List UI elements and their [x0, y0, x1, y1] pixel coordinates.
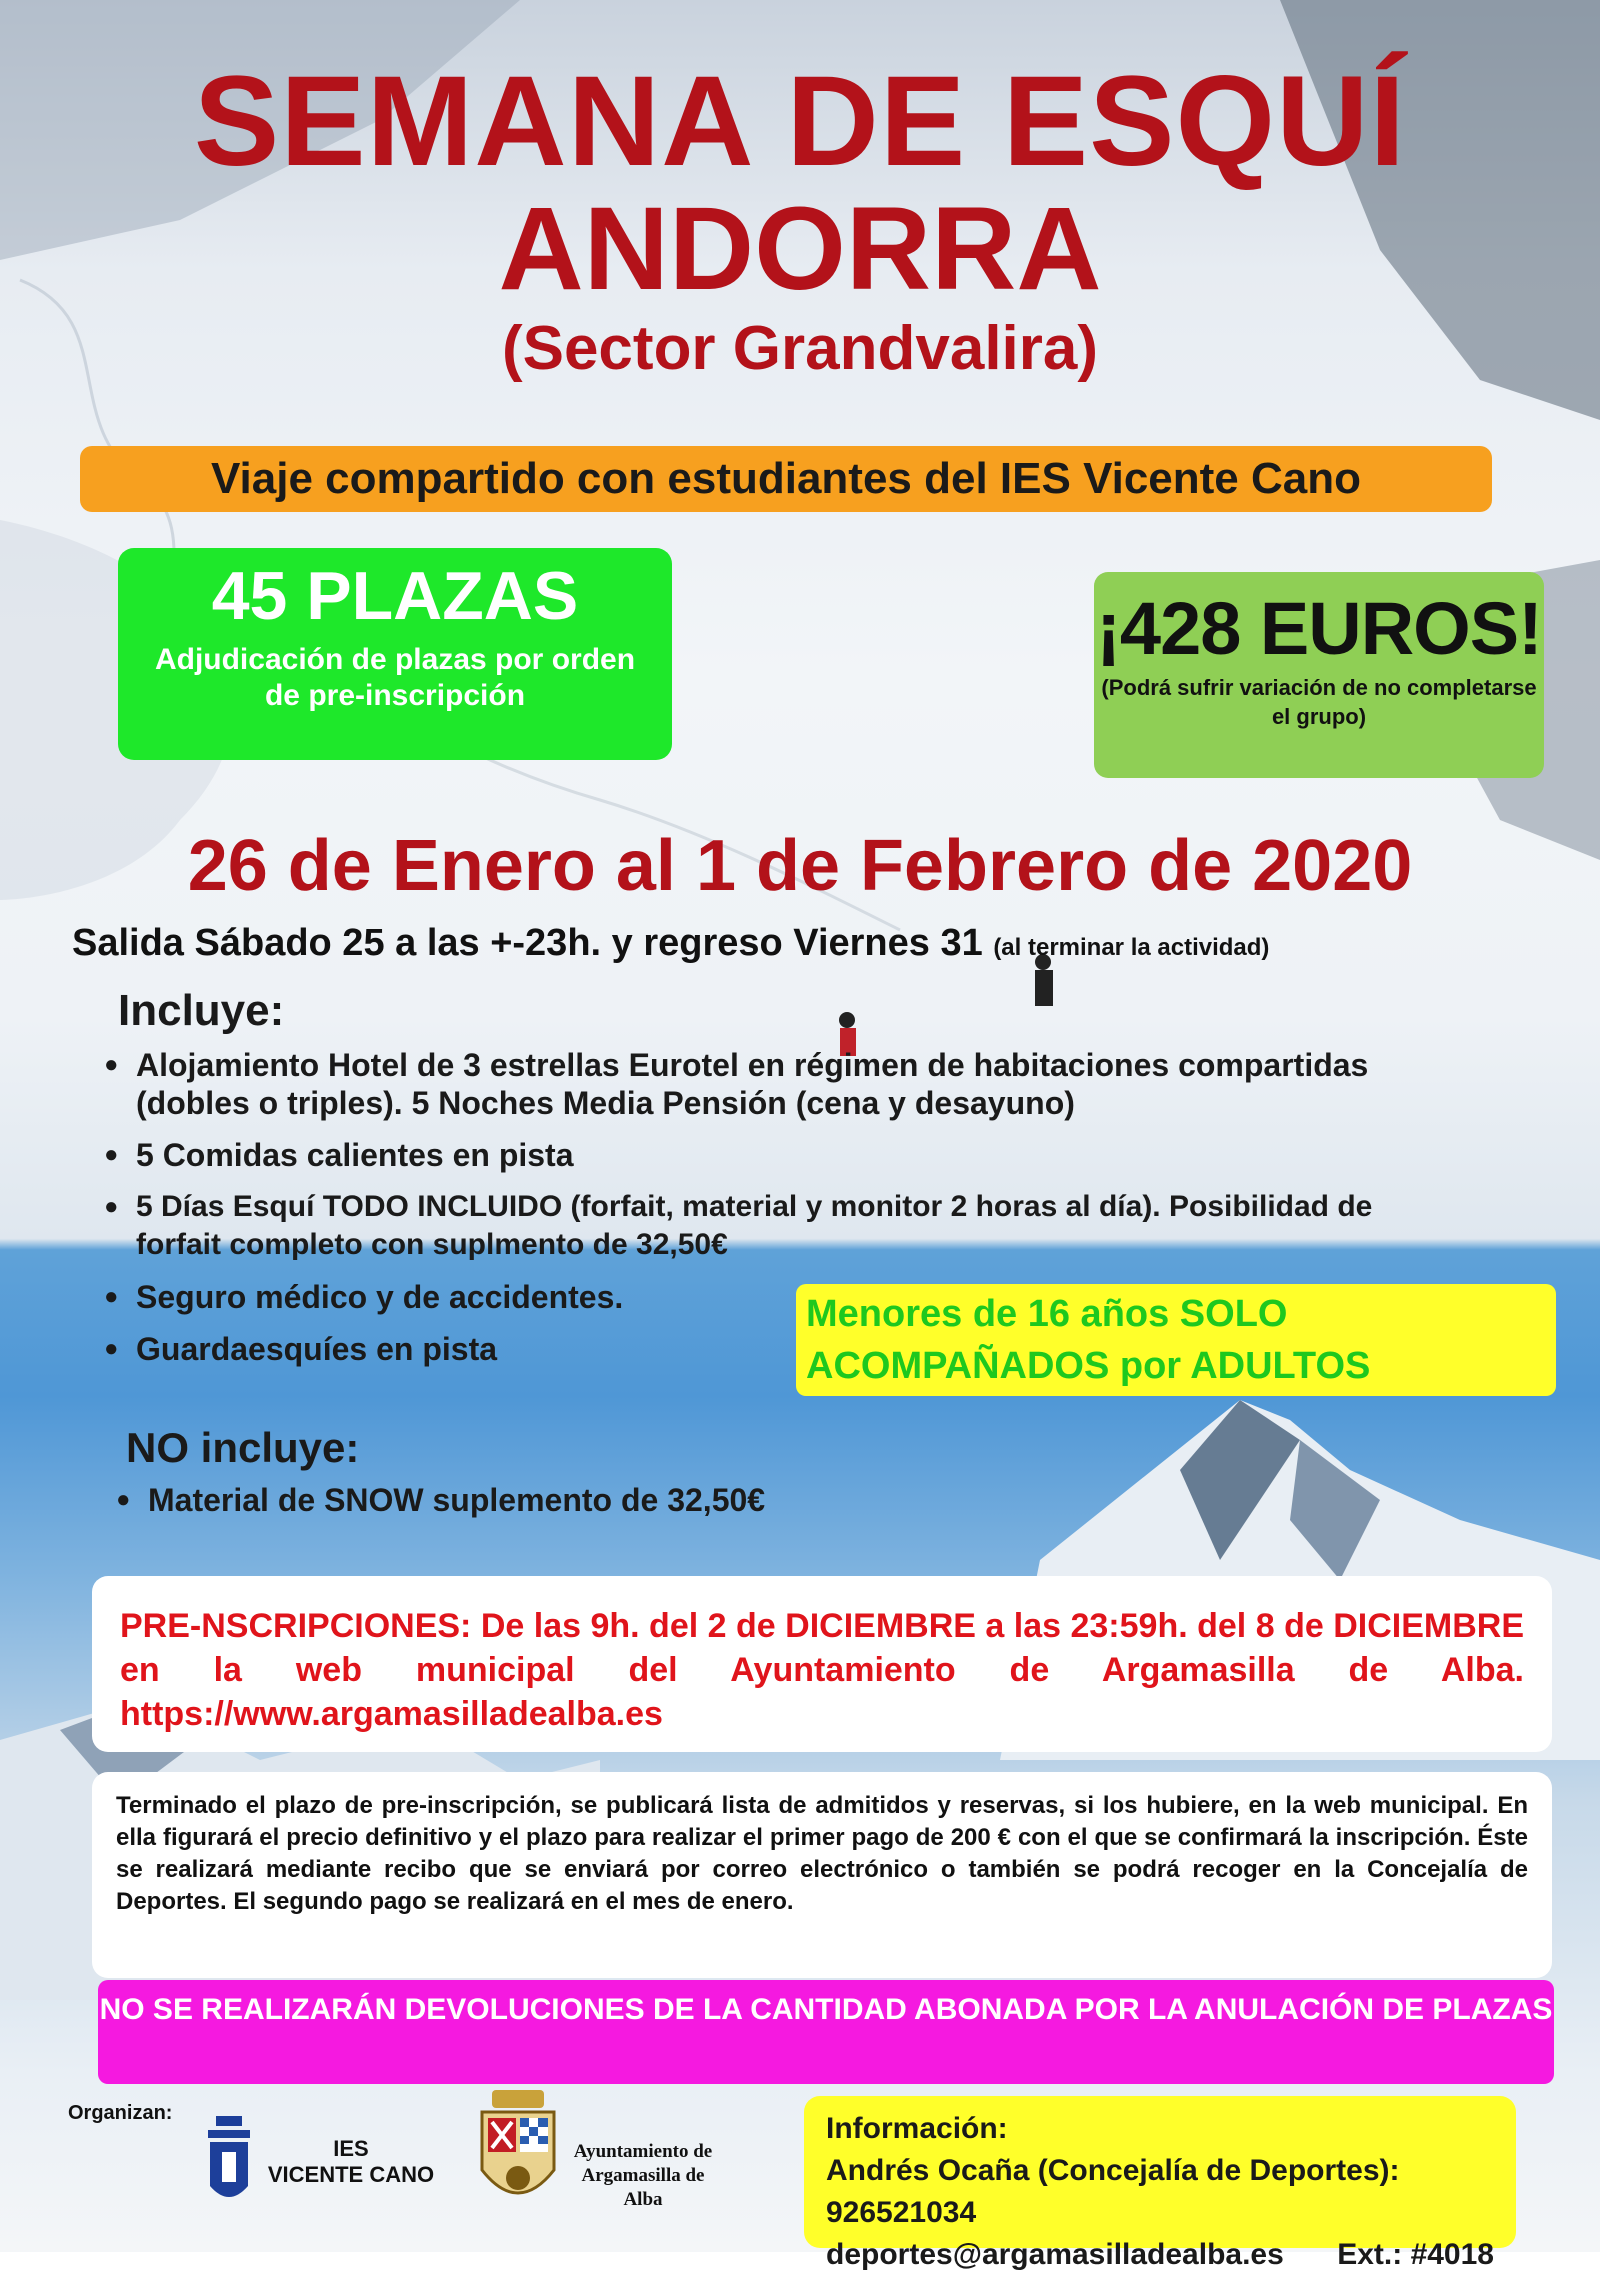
- contact-info-box: [804, 2096, 1516, 2271]
- plazas-count: 45 PLAZAS: [211, 558, 579, 634]
- skier-figure: [839, 954, 1053, 1056]
- ayuntamiento-name-line2: Argamasilla de Alba: [581, 2165, 705, 2210]
- shared-trip-banner: Viaje compartido con estudiantes del IES Vicente Cano: [80, 446, 1492, 512]
- list-item: ● Guardaesquíes en pista: [104, 1330, 1504, 1368]
- price-box: [1094, 572, 1544, 778]
- title-andorra: ANDORRA: [498, 183, 1102, 315]
- info-heading: Información:: [826, 2112, 1008, 2145]
- info-email[interactable]: deportes@argamasilladealba.es: [826, 2238, 1284, 2271]
- list-item: ● Alojamiento Hotel de 3 estrellas Eurotel en régimen de habitaciones compartidas (dobles o triples). 5 Noches Media Pensión (cena y desayuno): [104, 1046, 1456, 1122]
- info-email-row: [826, 2234, 1494, 2276]
- title-semana-esqui: SEMANA DE ESQUÍ: [193, 50, 1407, 193]
- no-incluye-heading: NO incluye:: [126, 1424, 360, 1471]
- list-item: ● 5 Comidas calientes en pista: [104, 1136, 1504, 1174]
- no-refunds-notice: NO SE REALIZARÁN DEVOLUCIONES DE LA CANTIDAD ABONADA POR LA ANULACIÓN DE PLAZAS: [98, 1980, 1554, 2084]
- list-item: ● Seguro médico y de accidentes.: [104, 1278, 1504, 1316]
- info-ext: Ext.: #4018: [1337, 2238, 1494, 2271]
- title-sector: (Sector Grandvalira): [501, 314, 1099, 383]
- plazas-box: [118, 548, 672, 760]
- departure-note: (al terminar la actividad): [993, 934, 1270, 961]
- ies-name-line1: IES: [333, 2136, 369, 2161]
- organizers-label: Organizan:: [68, 2102, 173, 2124]
- incluye-heading: Incluye:: [118, 986, 285, 1035]
- ayuntamiento-shield-icon: [476, 2090, 560, 2216]
- list-item: ● Material de SNOW suplemento de 32,50€: [116, 1482, 765, 1519]
- ies-logo-icon: [204, 2116, 254, 2208]
- ies-name: [266, 2136, 436, 2188]
- list-item: ● 5 Días Esquí TODO INCLUIDO (forfait, material y monitor 2 horas al día). Posibilidad de forfait completo con suplmento de 32,50€: [104, 1188, 1406, 1264]
- departure-text: Salida Sábado 25 a las +-23h. y regreso Viernes 31: [72, 922, 983, 964]
- trip-dates: 26 de Enero al 1 de Febrero de 2020: [187, 826, 1413, 906]
- ies-name-line2: VICENTE CANO: [267, 2162, 435, 2187]
- price-amount: ¡428 EUROS!: [1096, 587, 1542, 670]
- minors-notice: Menores de 16 años SOLO ACOMPAÑADOS por ADULTOS: [796, 1284, 1556, 1396]
- departure-info: [72, 922, 1269, 965]
- preinscription-box: PRE-NSCRIPCIONES: De las 9h. del 2 de DICIEMBRE a las 23:59h. del 8 de DICIEMBRE en la web municipal del Ayuntamiento de Argamasilla de Alba. https://www.argamasilladealba.es: [92, 1576, 1552, 1752]
- ayuntamiento-name-line1: Ayuntamiento de: [573, 2141, 713, 2162]
- registration-terms: Terminado el plazo de pre-inscripción, se publicará lista de admitidos y reservas, si los hubiere, en la web municipal. En ella figurará el precio definitivo y el plazo para realizar el primer pago de 200 € con el que se confirmará la inscripción. Éste se realizará mediante recibo que se enviará por correo electrónico o también se podrá recoger en la Concejalía de Deportes. El segundo pago se realizará en el mes de enero.: [92, 1772, 1552, 1978]
- price-note: (Podrá sufrir variación de no completarse el grupo): [1101, 675, 1537, 729]
- ayuntamiento-name: [568, 2140, 718, 2212]
- plazas-subtitle: Adjudicación de plazas por orden de pre-inscripción: [154, 643, 636, 712]
- info-contact: Andrés Ocaña (Concejalía de Deportes): 926521034: [826, 2154, 1400, 2229]
